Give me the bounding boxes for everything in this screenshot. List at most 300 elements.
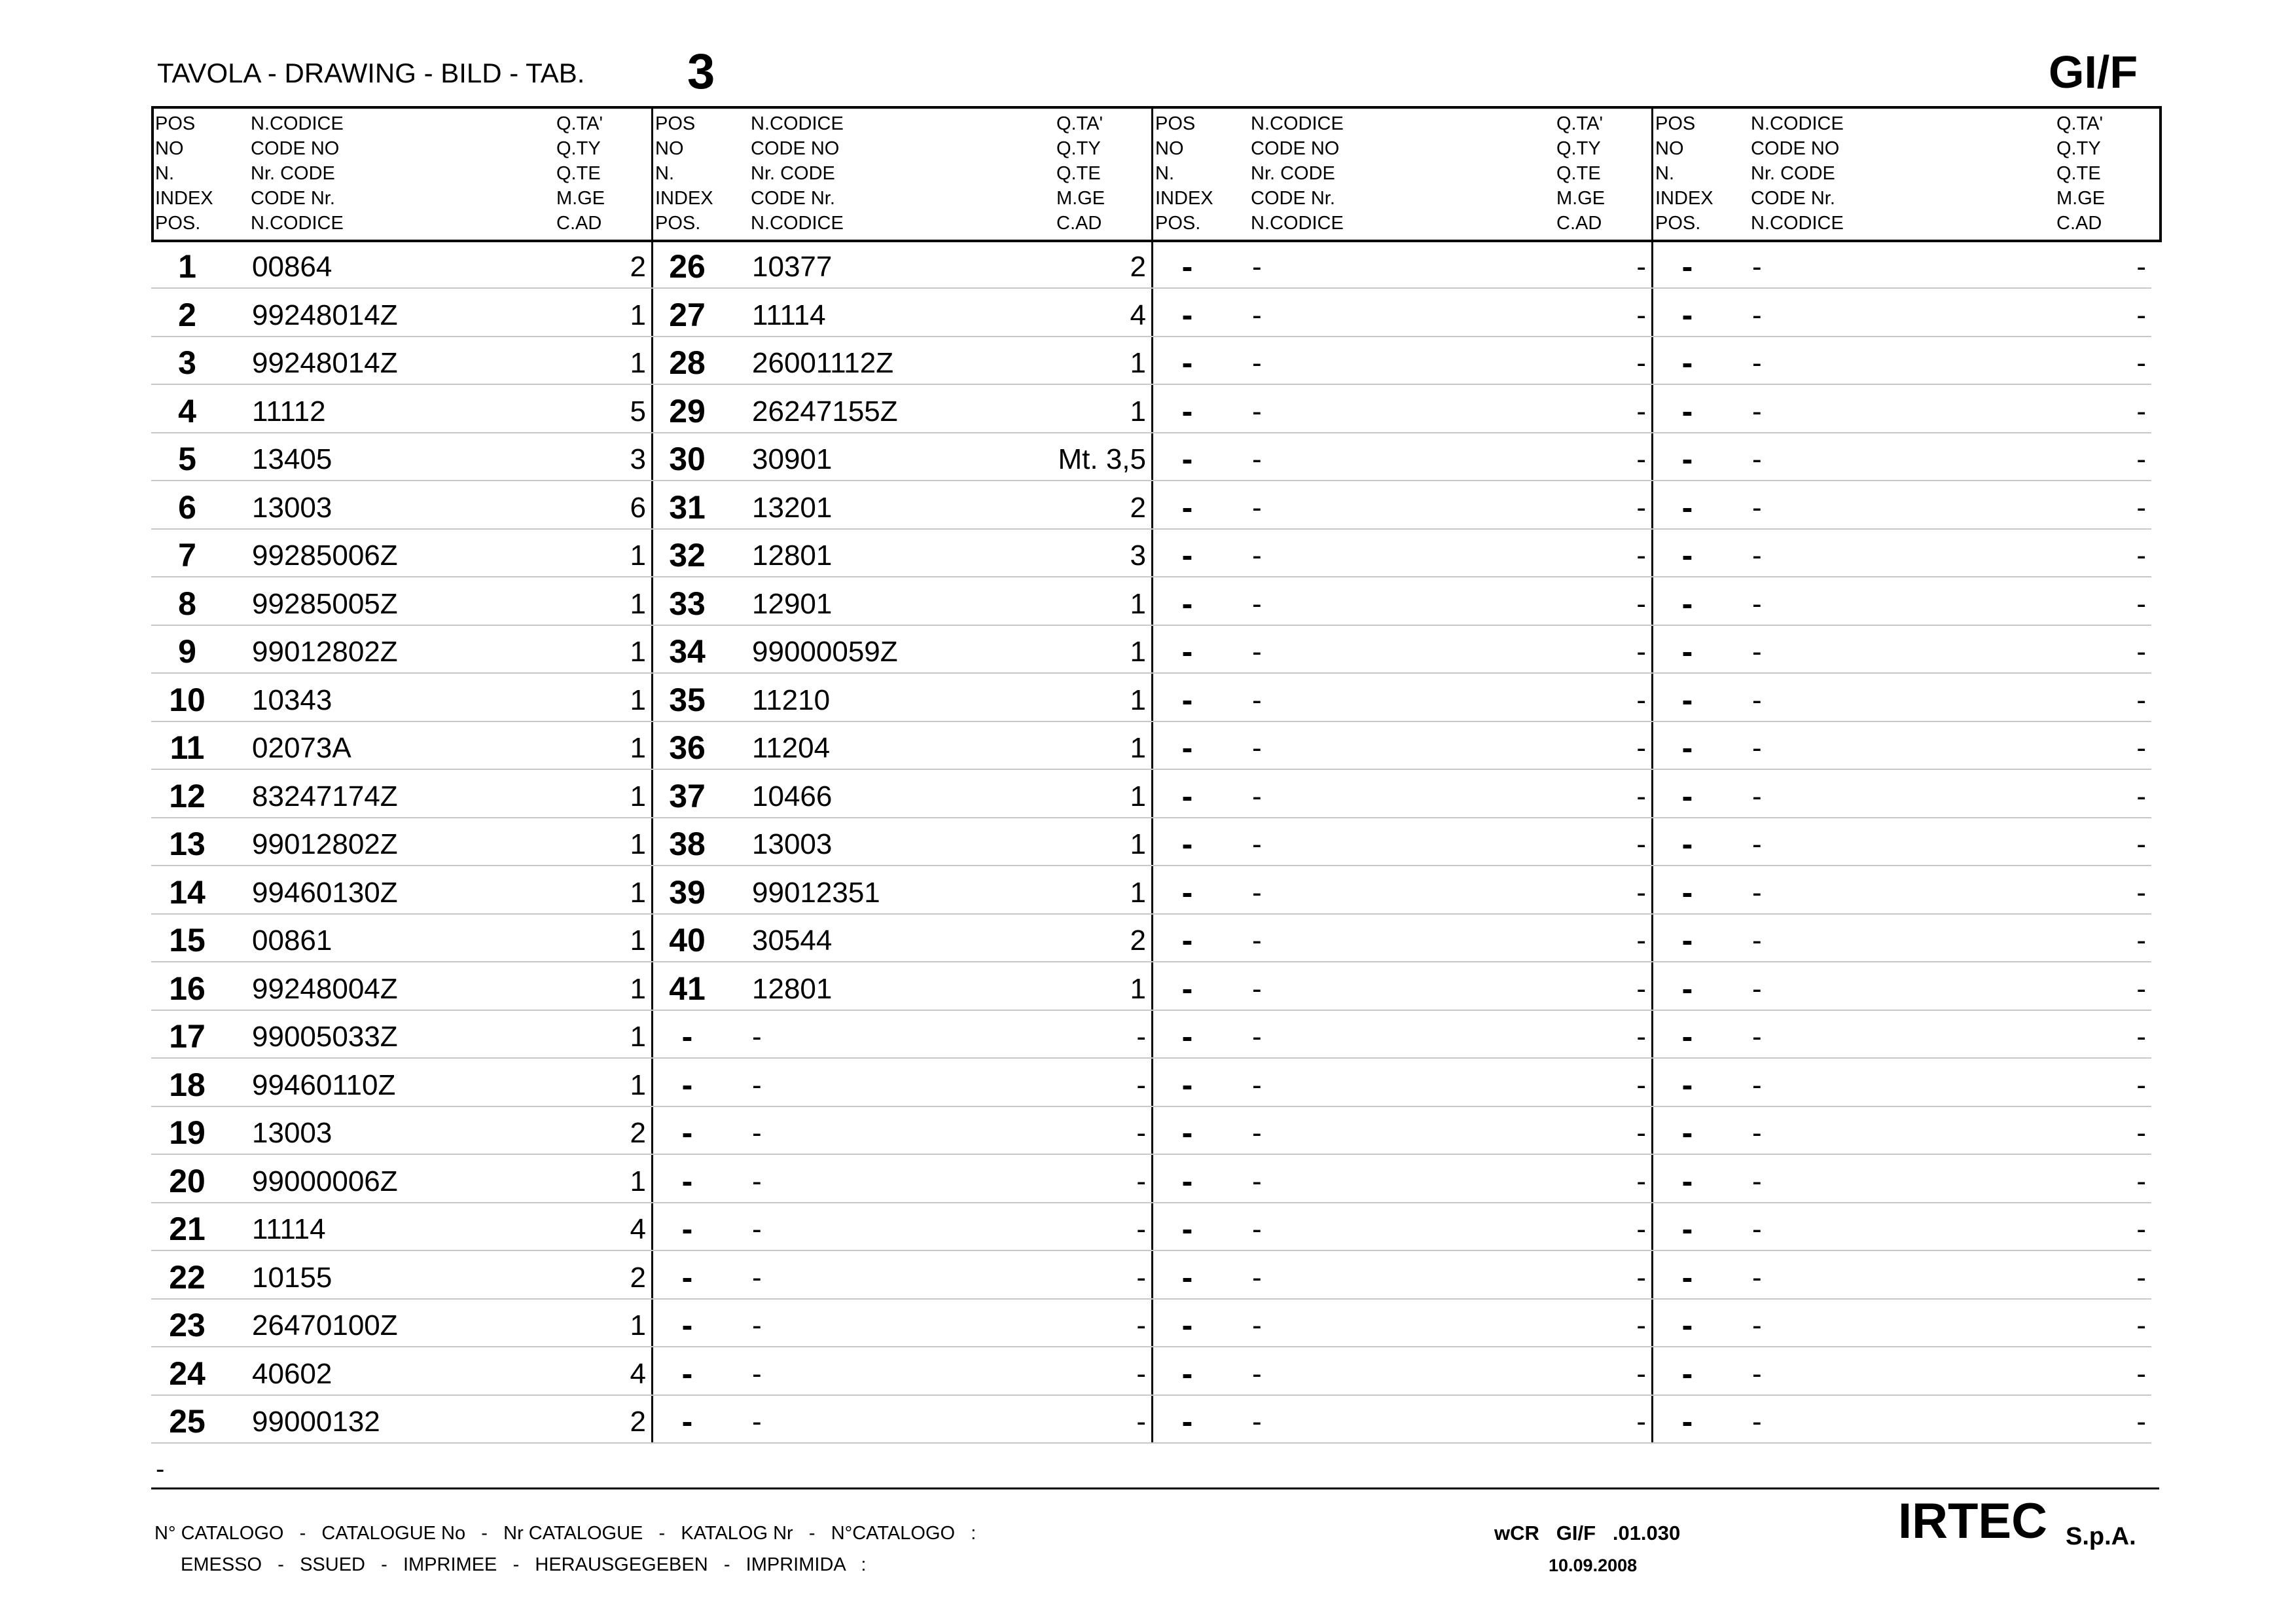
part-code: 99012351 [752,876,880,909]
table-row [651,1202,1151,1251]
part-pos: - [1681,248,1693,285]
header-pos-line: N. [655,163,674,184]
part-code: - [1252,972,1262,1005]
part-pos: - [1181,681,1193,718]
table-row [651,1154,1151,1203]
part-code: 83247174Z [252,780,398,812]
part-pos: 37 [669,777,706,814]
header-code-line: N.CODICE [251,113,344,134]
part-qty: 1 [630,972,646,1005]
header-pos-line: POS [1655,113,1696,134]
part-pos: 35 [669,681,706,718]
part-qty: - [2136,1165,2146,1197]
part-code: - [752,1117,762,1149]
header-qty-line: C.AD [1556,213,1602,234]
part-pos: 17 [169,1018,206,1055]
part-pos: 39 [669,873,706,911]
part-code: 30544 [752,924,833,957]
header-pos-line: NO [155,138,184,159]
part-pos: 32 [669,537,706,574]
part-qty: - [1136,1213,1146,1245]
catalog-reference: wCR GI/F .01.030 [1494,1522,1681,1544]
header-pos-label [1655,111,1713,236]
part-code: 99012802Z [252,636,398,668]
part-code: 10155 [252,1261,332,1294]
part-qty: 1 [630,347,646,379]
part-qty: - [2136,876,2146,909]
header-qty-line: M.GE [556,188,605,209]
issued-label-line: EMESSO - SSUED - IMPRIMEE - HERAUSGEGEBEN - IMPRIMIDA : [181,1554,867,1575]
header-code-label [251,111,344,236]
table-row [151,866,651,915]
part-code: - [752,1021,762,1053]
part-code: - [1752,443,1762,475]
header-group-1 [154,111,649,236]
table-row [151,1298,651,1347]
part-pos: 41 [669,970,706,1007]
part-qty: 4 [630,1357,646,1390]
table-row [1151,528,1651,577]
part-code: 12801 [752,972,833,1005]
part-qty: 1 [630,1309,646,1341]
table-row [151,673,651,722]
table-row [1651,240,2151,289]
part-code: - [752,1261,762,1294]
header-code-line: N.CODICE [751,213,844,234]
header-pos-line: N. [1655,163,1674,184]
part-code: - [1252,347,1262,379]
table-row [151,481,651,530]
part-pos: 15 [169,922,206,958]
header-pos-line: INDEX [1655,188,1713,209]
header-pos-line: N. [155,163,174,184]
part-qty: 1 [1130,732,1146,764]
part-code: 00861 [252,924,332,957]
table-row [651,1298,1151,1347]
part-pos: 13 [169,826,206,862]
part-qty: - [2136,636,2146,668]
part-pos: - [681,1258,693,1296]
header-code-label [751,111,844,236]
header-pos-line: POS. [1655,213,1701,234]
part-pos: - [1681,441,1693,477]
part-qty: 2 [1130,251,1146,283]
table-row [151,1106,651,1155]
part-pos: - [681,1403,693,1440]
part-qty: - [1636,924,1646,957]
part-pos: 2 [178,296,196,333]
part-qty: 4 [630,1213,646,1245]
table-row [1151,1010,1651,1059]
part-pos: - [1181,537,1193,574]
part-code: - [1752,299,1762,331]
table-row [1651,336,2151,385]
table-row [1151,1298,1651,1347]
part-qty: 1 [630,780,646,812]
table-row [651,1058,1151,1107]
part-qty: - [1636,299,1646,331]
table-row [151,817,651,866]
part-qty: - [2136,732,2146,764]
part-code: 26470100Z [252,1309,398,1341]
part-pos: - [1681,681,1693,718]
part-pos: - [1681,922,1693,958]
part-pos: - [1681,344,1693,381]
table-row [1651,288,2151,337]
part-pos: 7 [178,537,196,574]
part-qty: - [1636,1309,1646,1341]
part-code: 99000006Z [252,1165,398,1197]
part-pos: - [1681,392,1693,429]
part-code: - [1252,636,1262,668]
part-code: 99248014Z [252,347,398,379]
table-row [1151,673,1651,722]
header-qty-line: Q.TY [1556,138,1601,159]
part-qty: - [2136,251,2146,283]
part-pos: - [1181,1018,1193,1055]
part-qty: 1 [1130,876,1146,909]
part-pos: - [1181,248,1193,285]
part-qty: 1 [1130,395,1146,428]
page-title: TAVOLA - DRAWING - BILD - TAB. [157,58,585,88]
table-row [651,1347,1151,1396]
part-code: - [1752,684,1762,716]
part-pos: - [1181,296,1193,333]
part-pos: 30 [669,441,706,477]
part-code: 13003 [252,491,332,524]
header-pos-line: NO [1655,138,1684,159]
part-code: 02073A [252,732,351,764]
part-qty: - [1636,587,1646,620]
part-code: - [1252,732,1262,764]
header-code-line: Nr. CODE [251,163,335,184]
part-pos: - [1681,1403,1693,1440]
table-row [651,721,1151,770]
table-row [1651,769,2151,818]
header-qty-line: Q.TE [1056,163,1101,184]
part-pos: - [1181,970,1193,1007]
table-row [1651,817,2151,866]
part-qty: 1 [630,636,646,668]
part-pos: - [1681,1018,1693,1055]
part-pos: 33 [669,585,706,622]
table-row [151,625,651,674]
table-row [1651,1395,2151,1444]
part-pos: 36 [669,729,706,766]
part-code: 13405 [252,443,332,475]
part-code: - [1752,587,1762,620]
header-code-line: CODE NO [1251,138,1340,159]
table-row [151,1010,651,1059]
part-code: - [1252,876,1262,909]
part-code: - [1752,1406,1762,1438]
table-row [1651,1058,2151,1107]
part-pos: - [1681,1114,1693,1151]
part-pos: - [681,1162,693,1199]
table-row [151,384,651,433]
part-pos: 6 [178,488,196,526]
part-code: - [1252,1165,1262,1197]
part-pos: 22 [169,1258,206,1296]
part-pos: 5 [178,441,196,477]
bottom-note: - [156,1455,165,1484]
table-row [651,769,1151,818]
table-row [1651,866,2151,915]
part-pos: - [1681,1355,1693,1392]
header-group-3 [1154,111,1649,236]
table-row [1151,962,1651,1011]
table-row [651,432,1151,481]
part-pos: - [1181,1307,1193,1343]
part-code: 30901 [752,443,833,475]
header-pos-line: POS. [655,213,701,234]
table-row [151,962,651,1011]
part-qty: - [2136,1068,2146,1101]
part-code: 10466 [752,780,833,812]
part-code: 12901 [752,587,833,620]
header-qty-line: Q.TA' [1056,113,1103,134]
part-code: - [1752,1068,1762,1101]
part-pos: 23 [169,1307,206,1343]
header-qty-line: Q.TY [2056,138,2101,159]
part-pos: 31 [669,488,706,526]
part-qty: - [1636,876,1646,909]
part-qty: - [2136,1357,2146,1390]
header-qty-label [556,111,605,236]
part-code: - [1752,780,1762,812]
header-code-line: Nr. CODE [1751,163,1835,184]
part-code: - [1752,828,1762,860]
part-qty: 1 [1130,587,1146,620]
header-qty-line: Q.TA' [1556,113,1604,134]
part-qty: - [2136,1309,2146,1341]
part-pos: - [1181,1162,1193,1199]
part-qty: - [1636,1021,1646,1053]
part-code: - [1752,1165,1762,1197]
part-qty: - [2136,299,2146,331]
table-row [651,577,1151,626]
part-pos: - [1181,922,1193,958]
table-row [1651,625,2151,674]
part-code: 11114 [752,299,826,331]
part-pos: 8 [178,585,196,622]
part-code: 13003 [752,828,833,860]
part-pos: 26 [669,248,706,285]
table-row [1651,962,2151,1011]
part-code: - [1252,491,1262,524]
part-qty: - [2136,347,2146,379]
part-pos: 28 [669,344,706,381]
table-row [1151,240,1651,289]
part-code: - [1752,395,1762,428]
table-row [651,625,1151,674]
part-qty: - [1636,1117,1646,1149]
part-code: - [1752,732,1762,764]
table-row [1651,721,2151,770]
part-pos: - [681,1307,693,1343]
header-qty-line: M.GE [1056,188,1105,209]
table-row [1651,1154,2151,1203]
part-pos: - [1681,633,1693,670]
part-qty: 4 [1130,299,1146,331]
table-row [151,1347,651,1396]
header-pos-label [1155,111,1213,236]
table-row [1151,1347,1651,1396]
header-qty-label [1556,111,1605,236]
header-qty-line: C.AD [556,213,602,234]
header-qty-line: Q.TE [556,163,601,184]
table-row [651,288,1151,337]
part-qty: 2 [630,1261,646,1294]
part-qty: 2 [1130,491,1146,524]
header-code-line: N.CODICE [1251,213,1344,234]
table-row [1651,1298,2151,1347]
part-code: - [1252,1357,1262,1390]
header-group-2 [654,111,1149,236]
part-qty: 1 [630,876,646,909]
part-pos: - [1681,296,1693,333]
part-qty: 1 [1130,828,1146,860]
part-qty: - [2136,924,2146,957]
table-row [1151,769,1651,818]
part-qty: 6 [630,491,646,524]
header-code-label [1251,111,1344,236]
part-qty: - [2136,1261,2146,1294]
part-qty: 1 [630,1068,646,1101]
part-code: 26247155Z [752,395,898,428]
part-code: 11112 [252,395,326,428]
part-qty: Mt. 3,5 [1058,443,1146,475]
table-row [651,1250,1151,1300]
part-qty: - [1136,1068,1146,1101]
part-code: - [1752,1309,1762,1341]
table-row [1151,866,1651,915]
part-pos: - [1681,1162,1693,1199]
table-row [651,240,1151,289]
part-pos: 12 [169,777,206,814]
header-code-line: N.CODICE [251,213,344,234]
part-qty: - [2136,780,2146,812]
part-qty: 2 [1130,924,1146,957]
part-code: 40602 [252,1357,332,1390]
part-qty: - [1636,395,1646,428]
part-code: - [1252,1068,1262,1101]
part-code: 99248004Z [252,972,398,1005]
table-row [1651,528,2151,577]
table-row [1151,1106,1651,1155]
table-row [1151,817,1651,866]
table-row [151,1202,651,1251]
part-pos: - [681,1114,693,1151]
part-code: 13003 [252,1117,332,1149]
part-qty: - [1136,1261,1146,1294]
table-row [651,1395,1151,1444]
part-pos: - [1681,873,1693,911]
part-code: - [1252,1117,1262,1149]
part-code: - [1252,924,1262,957]
header-code-line: CODE NO [1751,138,1840,159]
header-code-label [1751,111,1844,236]
table-row [151,240,651,289]
table-row [651,528,1151,577]
header-qty-line: C.AD [1056,213,1102,234]
header-code-line: CODE Nr. [1751,188,1835,209]
header-pos-line: INDEX [155,188,213,209]
header-code-line: CODE Nr. [251,188,335,209]
table-row [1651,432,2151,481]
part-code: 26001112Z [752,347,894,379]
part-pos: - [1181,1403,1193,1440]
part-qty: 1 [630,684,646,716]
part-code: - [1752,1021,1762,1053]
table-row [151,288,651,337]
part-qty: - [2136,1117,2146,1149]
table-row [1151,1154,1651,1203]
part-code: - [1252,1261,1262,1294]
part-qty: - [2136,587,2146,620]
part-pos: 34 [669,633,706,670]
part-pos: - [681,1018,693,1055]
part-pos: - [1681,1066,1693,1103]
part-pos: 11 [170,729,205,766]
issue-date: 10.09.2008 [1549,1556,1638,1575]
part-pos: 19 [169,1114,206,1151]
part-code: 99285005Z [252,587,398,620]
table-row [1651,1347,2151,1396]
company-name: IRTEC [1898,1493,2047,1549]
part-qty: 2 [630,251,646,283]
part-pos: - [1181,1355,1193,1392]
table-row [1151,1250,1651,1300]
table-row [1151,913,1651,962]
part-qty: 1 [1130,972,1146,1005]
header-code-line: CODE Nr. [751,188,835,209]
part-pos: 14 [169,873,206,911]
header-pos-line: INDEX [655,188,713,209]
part-qty: - [1636,1261,1646,1294]
part-pos: 29 [669,392,706,429]
header-pos-label [155,111,213,236]
footer-divider [151,1487,2159,1489]
part-qty: - [1636,1406,1646,1438]
header-qty-line: Q.TE [2056,163,2101,184]
part-qty: - [1636,828,1646,860]
part-qty: - [1136,1021,1146,1053]
part-qty: 1 [630,1165,646,1197]
header-code-line: N.CODICE [1751,213,1844,234]
table-row [1151,1202,1651,1251]
part-code: - [752,1357,762,1390]
part-pos: - [681,1211,693,1247]
header-qty-label [1056,111,1105,236]
part-pos: 4 [178,392,196,429]
part-pos: - [1181,1258,1193,1296]
part-pos: 25 [169,1403,206,1440]
part-qty: 3 [1130,539,1146,572]
part-pos: - [1681,777,1693,814]
table-row [1151,625,1651,674]
part-pos: - [1181,441,1193,477]
part-qty: 1 [630,732,646,764]
table-row [151,1058,651,1107]
part-qty: - [2136,972,2146,1005]
part-code: 99005033Z [252,1021,398,1053]
part-pos: 3 [178,344,196,381]
part-qty: - [2136,443,2146,475]
part-code: - [1752,347,1762,379]
part-code: 12801 [752,539,833,572]
header-qty-line: Q.TA' [2056,113,2104,134]
